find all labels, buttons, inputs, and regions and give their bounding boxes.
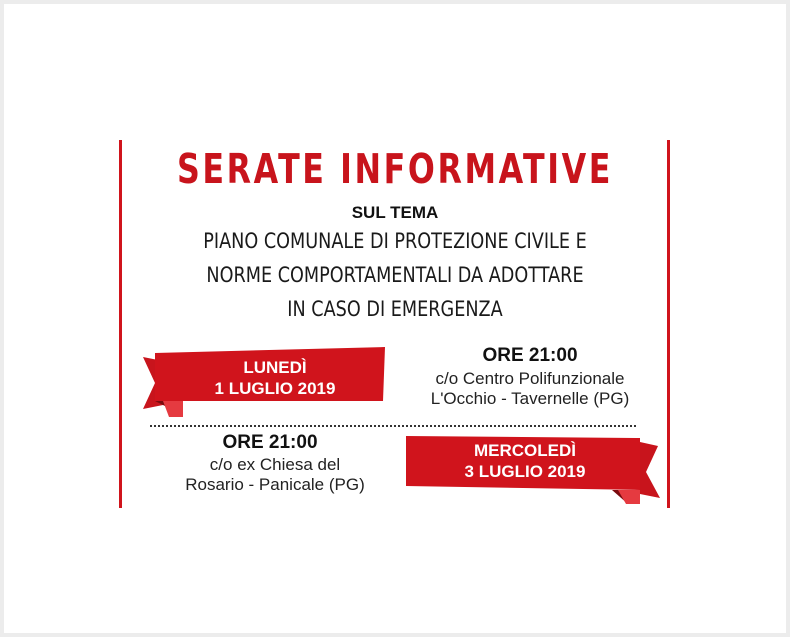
topic-line-2: NORME COMPORTAMENTALI DA ADOTTARE [206,263,584,287]
event-2-place-line-2: Rosario - Panicale (PG) [185,475,365,494]
event-2-time: ORE 21:00 [222,432,318,453]
event-2-day: MERCOLEDÌ [474,441,576,460]
event-1-place-line-2: L'Occhio - Tavernelle (PG) [430,389,630,408]
event-2-place-line-1: c/o ex Chiesa del [209,455,341,474]
event-1-place [405,369,655,409]
event-1-date: 1 LUGLIO 2019 [214,379,336,398]
topic-line-3: IN CASO DI EMERGENZA [287,297,503,321]
event-1-time: ORE 21:00 [482,345,578,366]
event-2-place [155,455,395,495]
event-2-date: 3 LUGLIO 2019 [464,462,586,481]
event-1-place-line-1: c/o Centro Polifunzionale [435,369,625,388]
topic-line-1: PIANO COMUNALE DI PROTEZIONE CIVILE E [203,229,587,253]
flyer-subtitle: SUL TEMA [351,203,439,222]
dotted-divider [150,425,636,427]
event-1-ribbon-text [180,357,370,399]
right-border-line [667,140,670,508]
left-border-line [119,140,122,508]
flyer-title: SERATE INFORMATIVE [176,145,614,193]
event-2-ribbon-text [430,440,620,482]
event-1-day: LUNEDÌ [243,358,307,377]
